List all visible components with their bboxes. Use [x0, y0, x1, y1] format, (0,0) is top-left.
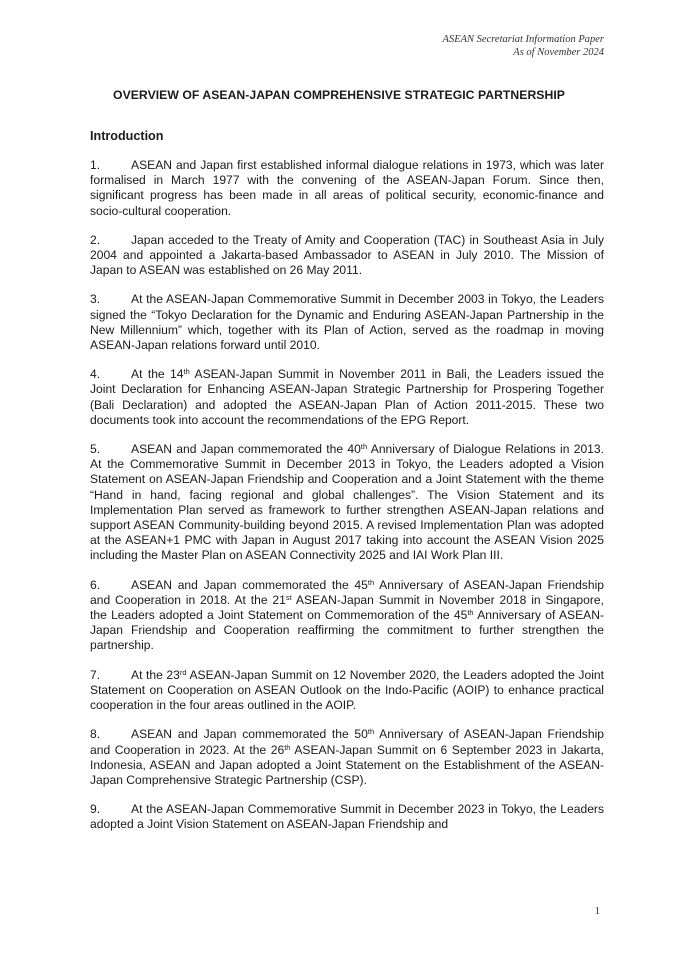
paragraph-text: At the ASEAN-Japan Commemorative Summit in December 2003 in Tokyo, the Leaders signed the “Tokyo Declaration for the Dynamic and Enduring ASEAN-Japan Partnership in the New Millennium” which, together with its Plan of Action, served as the roadmap in moving ASEAN-Japan relations forward until 2010.	[90, 292, 604, 353]
paragraph-text: At the ASEAN-Japan Commemorative Summit in December 2023 in Tokyo, the Leaders adopted a Joint Vision Statement on ASEAN-Japan Friendship and	[90, 802, 604, 832]
document-header	[443, 33, 604, 59]
paragraph-text: ASEAN and Japan commemorated the 45th Anniversary of ASEAN-Japan Friendship and Cooperation in 2018. At the 21st ASEAN-Japan Summit in November 2018 in Singapore, the Leaders adopted a Joint Statement on Commemoration of the 45th Anniversary of ASEAN-Japan Friendship and Cooperation reaffirming the commitment to further strengthen the partnership.	[90, 577, 604, 653]
paragraph-number: 3.	[90, 292, 101, 307]
paragraph-text: Japan acceded to the Treaty of Amity and Cooperation (TAC) in Southeast Asia in July 2004 and appointed a Jakarta-based Ambassador to ASEAN in July 2010. The Mission of Japan to ASEAN was established on 26 May 2011.	[90, 232, 604, 278]
paragraph-number: 9.	[90, 802, 101, 817]
document-body	[90, 158, 604, 847]
paragraph	[90, 158, 604, 219]
paragraph	[90, 802, 604, 832]
paragraph-text: At the 14th ASEAN-Japan Summit in November 2011 in Bali, the Leaders issued the Joint Declaration for Enhancing ASEAN-Japan Strategic Partnership for Prospering Together (Bali Declaration) and adopted the ASEAN-Japan Plan of Action 2011-2015. These two documents took into account the recommendations of the EPG Report.	[90, 367, 604, 427]
section-heading-introduction: Introduction	[90, 129, 164, 143]
paragraph	[90, 442, 604, 564]
paragraph-number: 7.	[90, 667, 101, 682]
paragraph-text: ASEAN and Japan commemorated the 50th Anniversary of ASEAN-Japan Friendship and Cooperation in 2023. At the 26th ASEAN-Japan Summit on 6 September 2023 in Jakarta, Indonesia, ASEAN and Japan adopted a Joint Statement on the Establishment of the ASEAN-Japan Comprehensive Strategic Partnership (CSP).	[90, 727, 604, 787]
header-line-1: ASEAN Secretariat Information Paper	[442, 34, 604, 45]
paragraph-text: At the 23rd ASEAN-Japan Summit on 12 November 2020, the Leaders adopted the Joint Statement on Cooperation on ASEAN Outlook on the Indo-Pacific (AOIP) to enhance practical cooperation in the four areas outlined in the AOIP.	[90, 667, 604, 713]
paragraph	[90, 668, 604, 714]
paragraph-number: 8.	[90, 727, 101, 742]
paragraph-number: 6.	[90, 577, 101, 592]
paragraph	[90, 292, 604, 353]
paragraph	[90, 233, 604, 279]
paragraph	[90, 578, 604, 654]
header-line-2: As of November 2024	[513, 47, 604, 58]
page-number: 1	[594, 906, 600, 917]
paragraph-text: ASEAN and Japan first established informal dialogue relations in 1973, which was later formalised in March 1977 with the convening of the ASEAN-Japan Forum. Since then, significant progress has been made in all areas of political security, economic-finance and socio-cultural cooperation.	[90, 158, 604, 218]
paragraph	[90, 727, 604, 788]
paragraph-number: 1.	[90, 158, 101, 172]
paragraph	[90, 367, 604, 428]
paragraph-text: ASEAN and Japan commemorated the 40th Anniversary of Dialogue Relations in 2013. At the Commemorative Summit in December 2013 in Tokyo, the Leaders adopted a Vision Statement on ASEAN-Japan Friendship and Cooperation and a Joint Statement with the theme “Hand in hand, facing regional and global challenges”. The Vision Statement and its Implementation Plan served as framework to further strengthen ASEAN-Japan relations and support ASEAN Community-building beyond 2015. A revised Implementation Plan was adopted at the ASEAN+1 PMC with Japan in August 2017 taking into account the ASEAN Vision 2025 including the Master Plan on ASEAN Connectivity 2025 and IAI Work Plan III.	[90, 442, 604, 563]
paragraph-number: 4.	[90, 367, 101, 382]
paragraph-number: 5.	[90, 442, 101, 457]
document-title: OVERVIEW OF ASEAN-JAPAN COMPREHENSIVE STRATEGIC PARTNERSHIP	[113, 88, 565, 102]
paragraph-number: 2.	[90, 232, 101, 247]
